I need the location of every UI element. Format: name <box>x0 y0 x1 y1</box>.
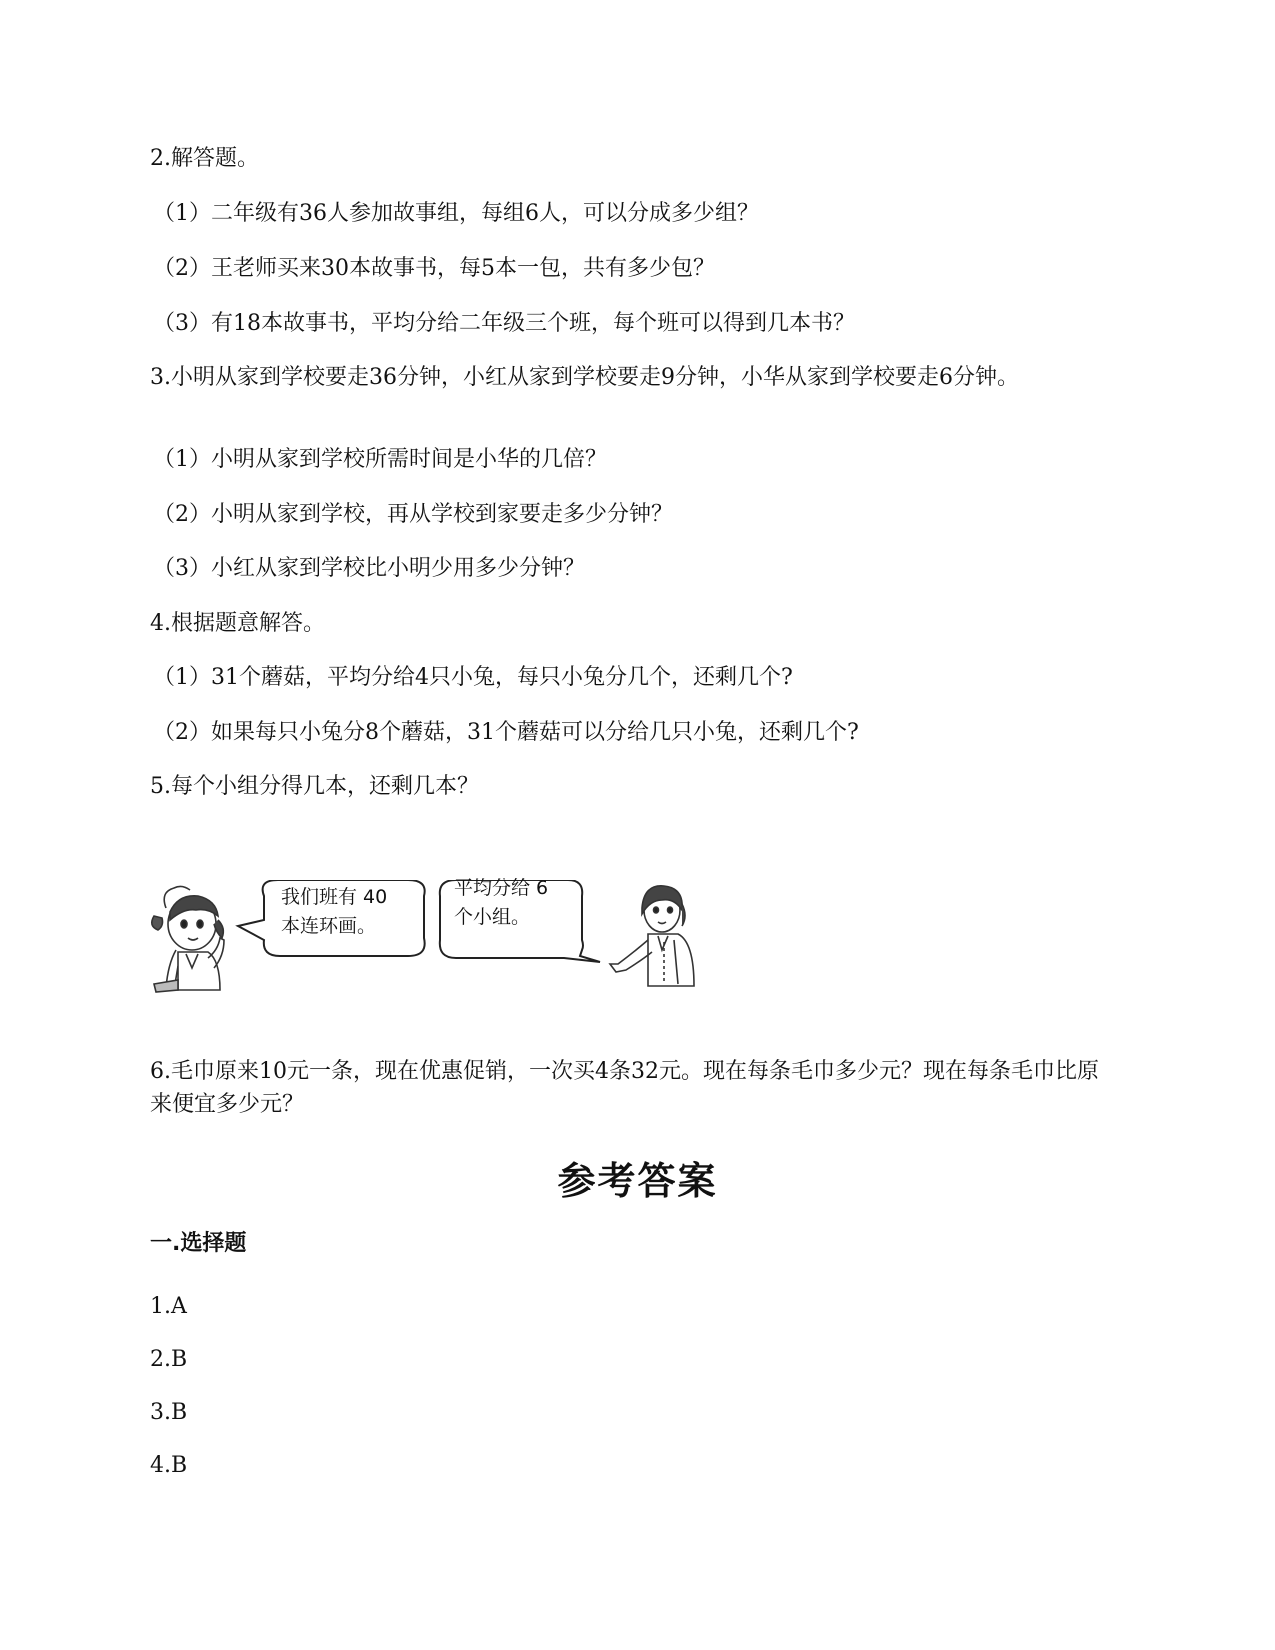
bubble-right-line-2: 个小组。 <box>454 906 531 928</box>
answer-item-2: 2.B <box>150 1347 188 1372</box>
question-3-heading: 3.小明从家到学校要走36分钟，小红从家到学校要走9分钟，小华从家到学校要走6分钟。 <box>150 365 1019 390</box>
question-5-illustration <box>148 877 728 1002</box>
answers-section-heading: 一.选择题 <box>150 1231 247 1256</box>
question-4-item-1: （1）31个蘑菇，平均分给4只小兔，每只小兔分几个，还剩几个? <box>153 665 793 690</box>
question-4-item-2: （2）如果每只小兔分8个蘑菇，31个蘑菇可以分给几只小兔，还剩几个? <box>153 720 859 745</box>
answer-item-4: 4.B <box>150 1453 188 1478</box>
bubble-left-line-2: 本连环画。 <box>281 915 377 937</box>
girl-left-figure <box>152 886 224 992</box>
answers-title: 参考答案 <box>557 1159 718 1203</box>
bubble-right-line-1: 平均分给 6 <box>454 877 549 899</box>
girl-right-figure <box>610 886 694 986</box>
question-3-item-2: （2）小明从家到学校，再从学校到家要走多少分钟？ <box>153 502 673 527</box>
answer-item-3: 3.B <box>150 1400 188 1425</box>
question-6-text: 6.毛巾原来10元一条，现在优惠促销，一次买4条32元。现在每条毛巾多少元？现在每条毛巾比原来便宜多少元？ <box>150 1059 1099 1117</box>
bubble-left-line-1: 我们班有 40 <box>281 886 388 908</box>
cartoon-dialogue-figure <box>148 880 728 1002</box>
question-2-item-2: （2）王老师买来30本故事书，每5本一包，共有多少包？ <box>153 256 715 281</box>
question-2-heading: 2.解答题。 <box>150 146 259 171</box>
question-2-item-1: （1）二年级有36人参加故事组，每组6人，可以分成多少组？ <box>153 201 759 226</box>
answer-item-1: 1.A <box>150 1294 187 1319</box>
question-2-item-3: （3）有18本故事书，平均分给二年级三个班，每个班可以得到几本书？ <box>153 311 855 336</box>
question-3-item-3: （3）小红从家到学校比小明少用多少分钟？ <box>153 556 585 581</box>
question-3-item-1: （1）小明从家到学校所需时间是小华的几倍？ <box>153 447 607 472</box>
question-4-heading: 4.根据题意解答。 <box>150 611 325 636</box>
question-5-heading: 5.每个小组分得几本，还剩几本？ <box>150 774 479 799</box>
